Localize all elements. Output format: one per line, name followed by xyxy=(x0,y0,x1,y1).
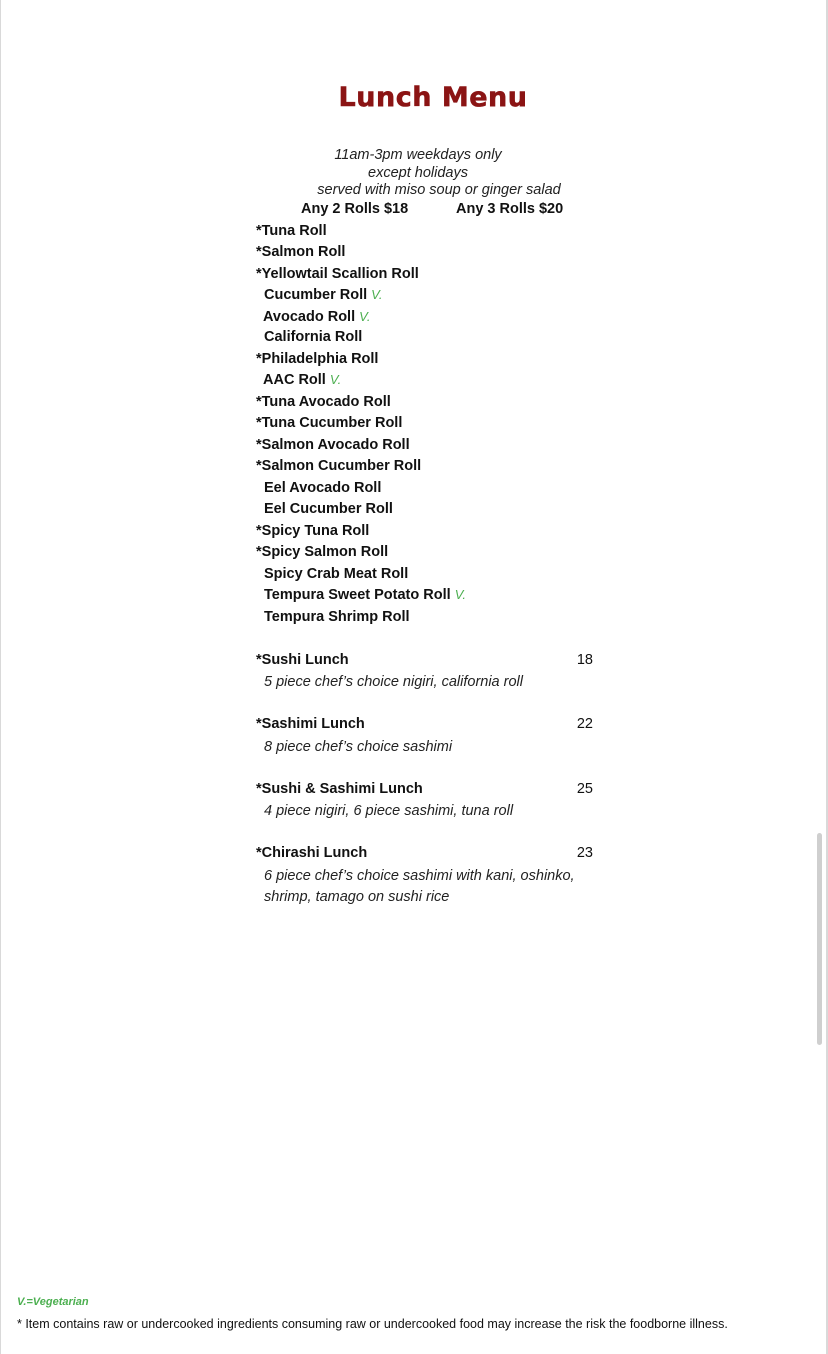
lunch-name-chirashi: *Chirashi Lunch xyxy=(256,845,368,861)
lunch-name-sushi-sashimi: *Sushi & Sashimi Lunch xyxy=(256,781,423,797)
lunch-price-sushi: 18 xyxy=(576,652,593,668)
roll-label: *Salmon Avocado Roll xyxy=(256,437,410,453)
roll-item xyxy=(256,544,388,560)
roll-item xyxy=(264,501,393,517)
roll-item xyxy=(256,351,378,367)
roll-label: *Tuna Cucumber Roll xyxy=(256,415,403,431)
vertical-scrollbar[interactable] xyxy=(817,833,822,1045)
roll-item xyxy=(264,587,466,603)
page-left-edge xyxy=(0,0,1,1354)
roll-label: Tempura Sweet Potato Roll xyxy=(264,587,451,603)
roll-label: California Roll xyxy=(264,329,363,345)
roll-label: *Salmon Roll xyxy=(256,244,346,260)
roll-item xyxy=(256,415,402,431)
vegetarian-legend: V.=Vegetarian xyxy=(17,1296,89,1308)
lunch-price-sashimi: 22 xyxy=(576,716,593,732)
page-title: Lunch Menu xyxy=(338,82,528,113)
vegetarian-mark: V. xyxy=(454,587,467,602)
lunch-name-sashimi: *Sashimi Lunch xyxy=(256,716,365,732)
three-rolls-price: Any 3 Rolls $20 xyxy=(456,201,564,217)
roll-item xyxy=(264,566,408,582)
lunch-desc-chirashi: 6 piece chef’s choice sashimi with kani, oshinko, shrimp, tamago on sushi rice xyxy=(264,868,575,905)
roll-item xyxy=(264,480,381,496)
lunch-name-sushi: *Sushi Lunch xyxy=(256,652,349,668)
roll-item xyxy=(263,309,370,325)
lunch-desc-sushi-sashimi: 4 piece nigiri, 6 piece sashimi, tuna roll xyxy=(264,803,514,819)
roll-label: *Spicy Salmon Roll xyxy=(256,544,389,560)
lunch-desc-sushi: 5 piece chef’s choice nigiri, california roll xyxy=(264,674,523,690)
roll-item xyxy=(256,394,391,410)
roll-label: Eel Cucumber Roll xyxy=(264,501,393,517)
vegetarian-mark: V. xyxy=(359,309,371,324)
roll-label: Tempura Shrimp Roll xyxy=(264,609,410,625)
vegetarian-mark: V. xyxy=(371,287,383,302)
lunch-price-chirashi: 23 xyxy=(576,845,593,861)
vegetarian-mark: V. xyxy=(329,372,342,387)
roll-item xyxy=(256,437,410,453)
holidays-note: except holidays xyxy=(368,165,468,181)
roll-label: *Spicy Tuna Roll xyxy=(256,523,370,539)
roll-label: *Philadelphia Roll xyxy=(256,351,379,367)
roll-item xyxy=(256,266,419,282)
roll-label: AAC Roll xyxy=(263,372,326,388)
roll-label: Avocado Roll xyxy=(263,309,356,325)
roll-item xyxy=(256,223,327,239)
lunch-price-sushi-sashimi: 25 xyxy=(576,781,593,797)
roll-item xyxy=(256,458,421,474)
roll-label: *Salmon Cucumber Roll xyxy=(256,458,422,474)
two-rolls-price: Any 2 Rolls $18 xyxy=(301,201,409,217)
roll-label: Cucumber Roll xyxy=(264,287,368,303)
roll-item xyxy=(256,244,345,260)
roll-item xyxy=(256,523,369,539)
roll-item xyxy=(263,372,341,388)
roll-item xyxy=(264,287,382,303)
roll-item xyxy=(264,609,410,625)
raw-food-disclaimer: * Item contains raw or undercooked ingredients consuming raw or undercooked food may increase the risk the foodborne illness. xyxy=(17,1317,728,1331)
lunch-desc-sashimi: 8 piece chef’s choice sashimi xyxy=(264,739,453,755)
roll-label: Spicy Crab Meat Roll xyxy=(264,566,409,582)
served-with-note: served with miso soup or ginger salad xyxy=(317,182,561,198)
hours-note: 11am-3pm weekdays only xyxy=(334,147,502,163)
roll-item xyxy=(264,329,362,345)
roll-label: *Tuna Avocado Roll xyxy=(256,394,391,410)
roll-label: *Tuna Roll xyxy=(256,223,327,239)
roll-label: *Yellowtail Scallion Roll xyxy=(256,266,419,282)
roll-label: Eel Avocado Roll xyxy=(264,480,382,496)
